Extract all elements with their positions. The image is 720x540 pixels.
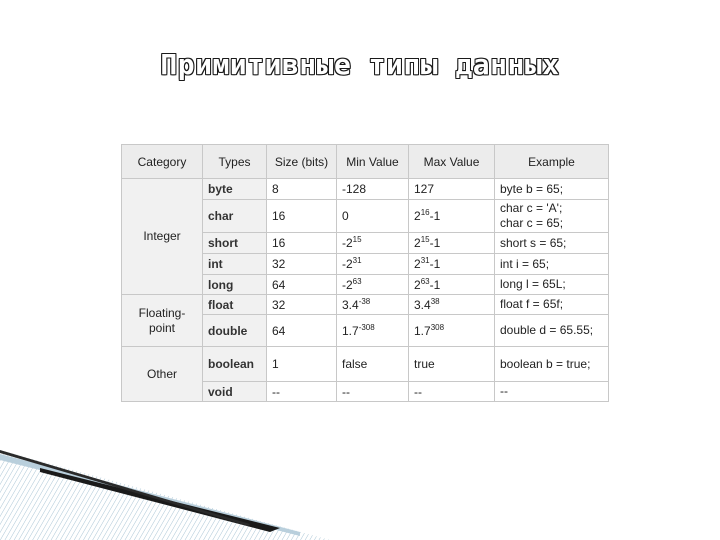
max-cell xyxy=(409,233,495,254)
max-cell xyxy=(409,275,495,295)
max-suffix: -1 xyxy=(429,236,441,250)
size-cell: 64 xyxy=(267,275,337,295)
category-floating-point: Floating-point xyxy=(122,295,203,347)
example-cell: double d = 65.55; xyxy=(495,315,609,347)
type-cell: short xyxy=(203,233,267,254)
type-cell: long xyxy=(203,275,267,295)
min-exponent: -38 xyxy=(358,296,371,306)
max-base: -- xyxy=(414,384,422,399)
max-base: 2 xyxy=(414,236,421,250)
table-header-row xyxy=(122,145,609,179)
min-exponent: 15 xyxy=(352,235,362,244)
min-base: 3.4 xyxy=(342,297,359,312)
type-cell: char xyxy=(203,200,267,233)
type-cell: byte xyxy=(203,179,267,200)
max-base: true xyxy=(414,357,435,371)
max-cell xyxy=(409,200,495,233)
header-types: Types xyxy=(203,145,267,179)
max-exponent: 31 xyxy=(420,256,430,265)
type-cell: boolean xyxy=(203,347,267,382)
min-cell xyxy=(337,315,409,347)
max-exponent: 15 xyxy=(420,235,430,244)
min-base: -2 xyxy=(342,257,353,271)
category-integer: Integer xyxy=(122,179,203,295)
max-cell xyxy=(409,347,495,382)
max-base: 3.4 xyxy=(414,297,431,312)
max-cell xyxy=(409,382,495,402)
max-base: 127 xyxy=(414,182,435,196)
size-cell: 64 xyxy=(267,315,337,347)
max-cell xyxy=(409,295,495,315)
min-base: -128 xyxy=(342,182,367,196)
max-exponent: 16 xyxy=(420,208,430,217)
example-cell: int i = 65; xyxy=(495,254,609,275)
table-row xyxy=(122,347,609,382)
max-base: 2 xyxy=(414,257,421,271)
category-other: Other xyxy=(122,347,203,402)
example-cell: short s = 65; xyxy=(495,233,609,254)
max-suffix: -1 xyxy=(429,257,441,271)
max-suffix: -1 xyxy=(429,209,441,223)
primitive-types-table xyxy=(121,144,609,402)
max-base: 2 xyxy=(414,277,421,292)
min-cell xyxy=(337,347,409,382)
max-suffix: -1 xyxy=(429,277,441,292)
max-exponent: 308 xyxy=(430,322,445,332)
example-cell: -- xyxy=(495,382,609,402)
max-cell xyxy=(409,315,495,347)
size-cell: 32 xyxy=(267,295,337,315)
size-cell: 16 xyxy=(267,233,337,254)
min-cell xyxy=(337,382,409,402)
min-base: false xyxy=(342,357,368,371)
size-cell: 1 xyxy=(267,347,337,382)
max-cell xyxy=(409,179,495,200)
example-line: char c = 'A'; xyxy=(500,201,563,215)
example-cell xyxy=(495,200,609,233)
min-cell xyxy=(337,200,409,233)
min-base: -2 xyxy=(342,236,353,250)
min-exponent: 31 xyxy=(352,256,362,265)
table-row xyxy=(122,295,609,315)
min-cell xyxy=(337,233,409,254)
example-cell: byte b = 65; xyxy=(495,179,609,200)
example-cell: boolean b = true; xyxy=(495,347,609,382)
max-base: 2 xyxy=(414,209,421,223)
size-cell: 32 xyxy=(267,254,337,275)
decor-hatch-band xyxy=(0,450,330,540)
max-exponent: 63 xyxy=(420,276,430,286)
type-cell: double xyxy=(203,315,267,347)
slide-title: Примитивные типы данных xyxy=(160,48,560,81)
example-cell: long l = 65L; xyxy=(495,275,609,295)
size-cell: 8 xyxy=(267,179,337,200)
header-max-value: Max Value xyxy=(409,145,495,179)
min-base: 1.7 xyxy=(342,323,359,338)
type-cell: int xyxy=(203,254,267,275)
example-line: char c = 65; xyxy=(500,216,564,230)
type-cell: float xyxy=(203,295,267,315)
size-cell: 16 xyxy=(267,200,337,233)
slide-corner-decoration xyxy=(0,420,720,540)
min-cell xyxy=(337,295,409,315)
min-exponent: -308 xyxy=(358,322,375,332)
max-exponent: 38 xyxy=(430,296,440,306)
min-cell xyxy=(337,179,409,200)
max-base: 1.7 xyxy=(414,323,431,338)
min-cell xyxy=(337,254,409,275)
max-cell xyxy=(409,254,495,275)
header-min-value: Min Value xyxy=(337,145,409,179)
min-base: -2 xyxy=(342,277,353,292)
header-category: Category xyxy=(122,145,203,179)
header-example: Example xyxy=(495,145,609,179)
table-row xyxy=(122,179,609,200)
min-base: -- xyxy=(342,384,350,399)
min-cell xyxy=(337,275,409,295)
type-cell: void xyxy=(203,382,267,402)
size-cell: -- xyxy=(267,382,337,402)
min-exponent: 63 xyxy=(352,276,362,286)
header-size: Size (bits) xyxy=(267,145,337,179)
example-cell: float f = 65f; xyxy=(495,295,609,315)
min-base: 0 xyxy=(342,209,349,223)
